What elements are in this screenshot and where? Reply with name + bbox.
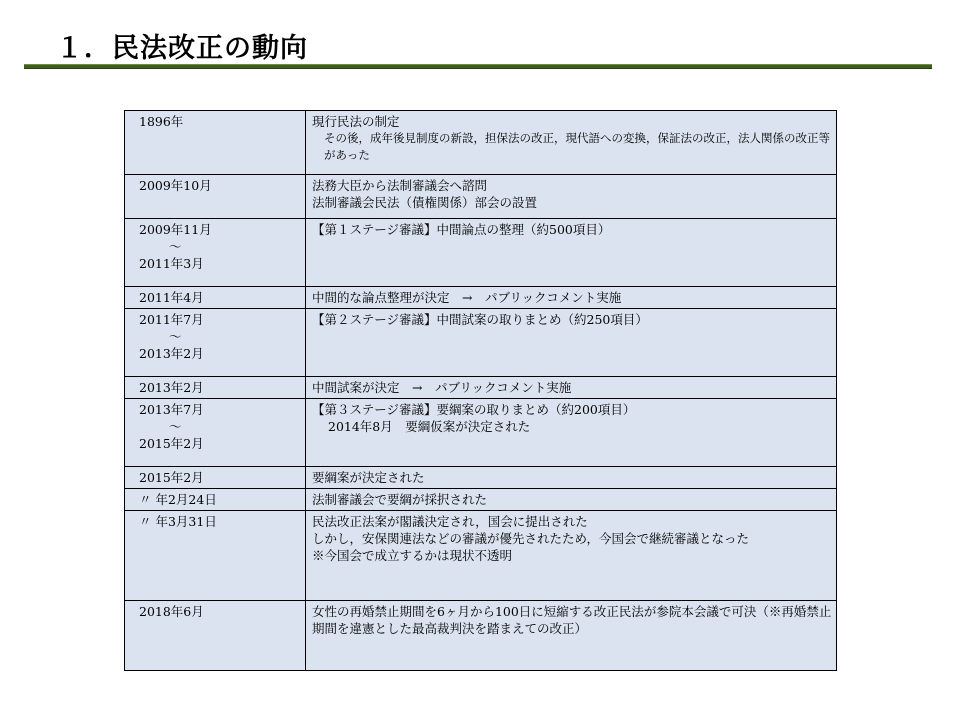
- event-text: 【第３ステージ審議】要綱案の取りまとめ（約200項目）: [312, 402, 636, 417]
- date-text: 2015年2月: [139, 470, 204, 485]
- date-text: 2011年4月: [139, 290, 204, 305]
- date-cell: [125, 175, 306, 219]
- date-text: 2013年7月: [139, 402, 204, 417]
- date-cell: [125, 287, 306, 309]
- table-row: [125, 511, 837, 601]
- event-cell: [306, 309, 837, 377]
- event-text: 法制審議会で要綱が採択された: [312, 492, 488, 507]
- event-text: 民法改正法案が閣議決定され，国会に提出された: [312, 514, 588, 529]
- date-cell: [125, 309, 306, 377]
- event-cell: [306, 467, 837, 489]
- date-text: 〃 年2月24日: [139, 492, 217, 507]
- table-row: [125, 377, 837, 399]
- event-text: 法務大臣から法制審議会へ諮問: [312, 178, 488, 193]
- event-cell: [306, 399, 837, 467]
- date-range-tilde: ～: [169, 239, 182, 254]
- date-text: 2015年2月: [139, 436, 204, 451]
- event-text: 【第２ステージ審議】中間試案の取りまとめ（約250項目）: [312, 312, 648, 327]
- table-row: [125, 467, 837, 489]
- table-row: [125, 399, 837, 467]
- table-row: [125, 601, 837, 671]
- event-text: 女性の再婚禁止期間を6ヶ月から100日に短縮する改正民法が参院本会議で可決（※再婚禁止期間を違憲とした最高裁判決を踏まえての改正）: [312, 604, 832, 636]
- date-text: 2013年2月: [139, 346, 204, 361]
- date-cell: [125, 467, 306, 489]
- date-text: 2009年11月: [139, 222, 212, 237]
- event-cell: [306, 175, 837, 219]
- event-cell: [306, 511, 837, 601]
- date-text: 1896年: [139, 114, 184, 129]
- event-text: 現行民法の制定: [312, 114, 400, 129]
- table-row: [125, 111, 837, 175]
- event-cell: [306, 287, 837, 309]
- event-cell: [306, 111, 837, 175]
- date-text: 2018年6月: [139, 604, 204, 619]
- timeline-table: [124, 110, 837, 671]
- event-text: 【第１ステージ審議】中間論点の整理（約500項目）: [312, 222, 611, 237]
- date-text: 2009年10月: [139, 178, 212, 193]
- event-text: 中間的な論点整理が決定 → パブリックコメント実施: [312, 290, 622, 305]
- date-cell: [125, 511, 306, 601]
- date-range-tilde: ～: [169, 329, 182, 344]
- event-cell: [306, 601, 837, 671]
- date-text: 2011年3月: [139, 256, 204, 271]
- date-range-tilde: ～: [169, 419, 182, 434]
- date-cell: [125, 489, 306, 511]
- date-cell: [125, 111, 306, 175]
- event-note: ※今国会で成立するかは現状不透明: [312, 548, 513, 563]
- date-text: 〃 年3月31日: [139, 514, 217, 529]
- event-cell: [306, 219, 837, 287]
- event-note: その後，成年後見制度の新設，担保法の改正，現代語への変換，保証法の改正，法人関係の改正等があった: [324, 131, 830, 162]
- date-cell: [125, 601, 306, 671]
- event-text: しかし，安保関連法などの審議が優先されたため，今国会で継続審議となった: [312, 531, 750, 546]
- table-row: [125, 489, 837, 511]
- date-cell: [125, 377, 306, 399]
- event-cell: [306, 489, 837, 511]
- event-text: 要綱案が決定された: [312, 470, 425, 485]
- title-underline: [24, 64, 932, 69]
- table-row: [125, 287, 837, 309]
- date-text: 2013年2月: [139, 380, 204, 395]
- event-cell: [306, 377, 837, 399]
- table-row: [125, 175, 837, 219]
- page-title: １．民法改正の動向: [56, 33, 308, 64]
- event-note: 2014年8月 要綱仮案が決定された: [328, 419, 531, 434]
- date-text: 2011年7月: [139, 312, 204, 327]
- event-text: 法制審議会民法（債権関係）部会の設置: [312, 195, 538, 210]
- table-row: [125, 309, 837, 377]
- date-cell: [125, 219, 306, 287]
- event-text: 中間試案が決定 → パブリックコメント実施: [312, 380, 572, 395]
- table-row: [125, 219, 837, 287]
- date-cell: [125, 399, 306, 467]
